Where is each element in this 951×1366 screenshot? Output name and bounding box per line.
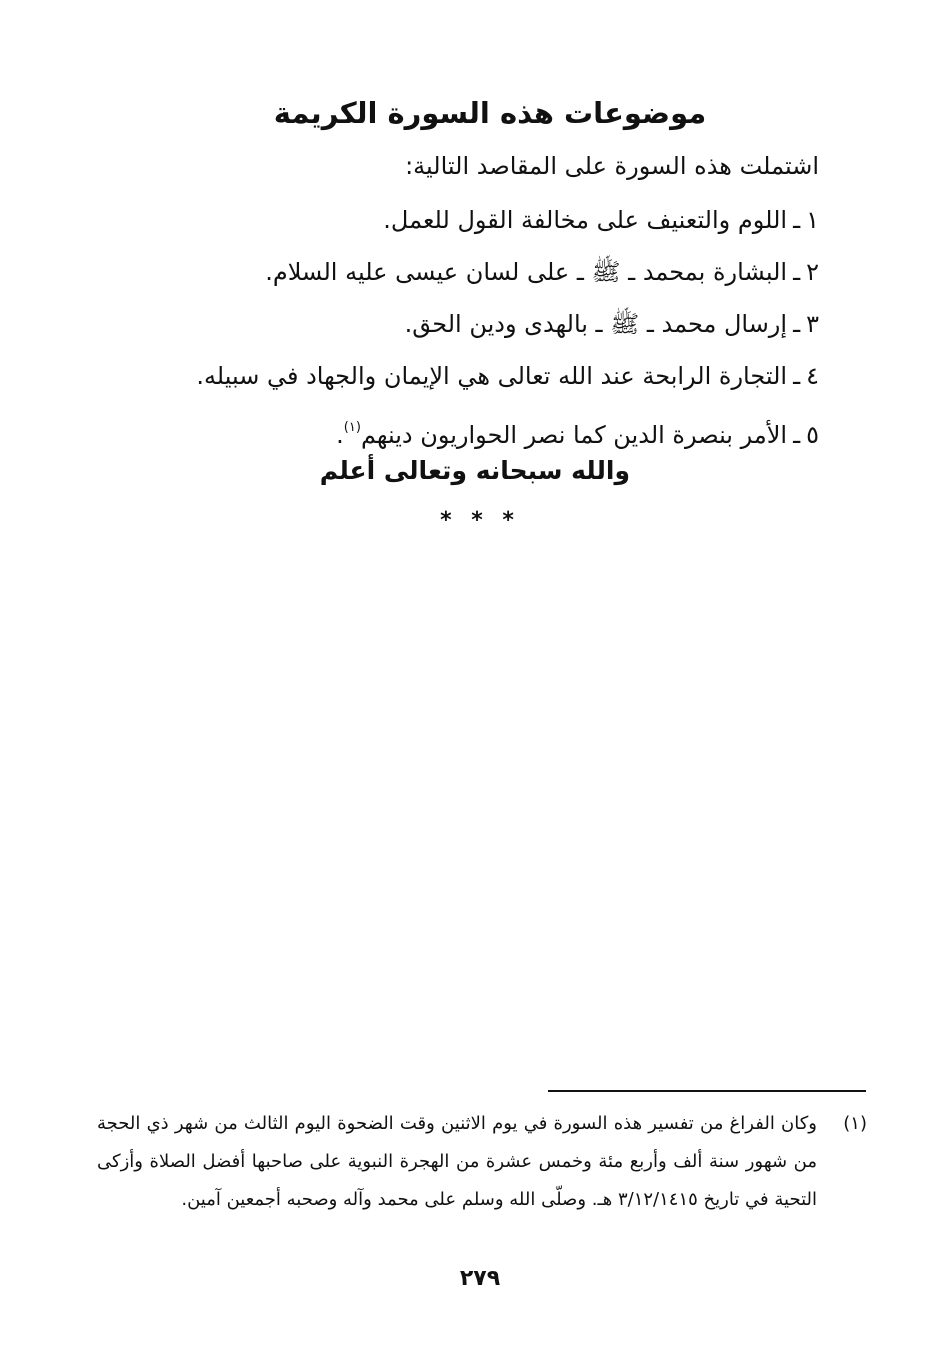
topic-item-3: [196, 304, 819, 356]
footnote-divider: [548, 1090, 866, 1092]
topic-number: ٥: [806, 421, 819, 449]
footnote-text: وكان الفراغ من تفسير هذه السورة في يوم الاثنين وقت الضحوة اليوم الثالث من شهر ذي الحجة من شهور سنة ألف وأربع مئة وخمس عشرة من الهجرة النبوية على صاحبها أفضل الصلاة وأزكى التحية في تاريخ ٣/١٢/١٤١٥ هـ. وصلّى الله وسلم على محمد وآله وصحبه أجمعين آمين.: [97, 1113, 817, 1210]
topic-text: التجارة الرابحة عند الله تعالى هي الإيمان والجهاد في سبيله.: [196, 362, 788, 390]
topic-separator: ـ: [793, 258, 801, 286]
topic-separator: ـ: [793, 421, 801, 449]
footnote-reference[interactable]: (١): [343, 420, 361, 435]
page-number: ٢٧٩: [459, 1266, 501, 1291]
topic-text: اللوم والتعنيف على مخالفة القول للعمل.: [383, 206, 788, 234]
topic-number: ٤: [806, 362, 819, 390]
closing-phrase: والله سبحانه وتعالى أعلم: [319, 456, 630, 485]
topic-text: الأمر بنصرة الدين كما نصر الحواريون دينهم: [360, 421, 788, 449]
footnote: [97, 1105, 867, 1219]
topic-text: البشارة بمحمد ـ ﷺ ـ على لسان عيسى عليه السلام.: [265, 258, 788, 286]
topic-item-5: [196, 408, 819, 460]
topic-number: ٣: [806, 310, 819, 338]
topic-separator: ـ: [793, 362, 801, 390]
topic-text: إرسال محمد ـ ﷺ ـ بالهدى ودين الحق.: [404, 310, 788, 338]
topic-item-1: [196, 200, 819, 252]
topic-number: ١: [806, 206, 819, 234]
topic-item-2: [196, 252, 819, 304]
footnote-marker: (١): [843, 1113, 867, 1134]
intro-paragraph: اشتملت هذه السورة على المقاصد التالية:: [405, 152, 819, 180]
topics-list: [196, 200, 819, 460]
page-title: موضوعات هذه السورة الكريمة: [273, 96, 707, 130]
topic-end-punctuation: .: [336, 421, 344, 449]
topic-number: ٢: [806, 258, 819, 286]
section-separator: * * *: [440, 508, 520, 533]
topic-separator: ـ: [793, 206, 801, 234]
topic-item-4: [196, 356, 819, 408]
topic-separator: ـ: [793, 310, 801, 338]
